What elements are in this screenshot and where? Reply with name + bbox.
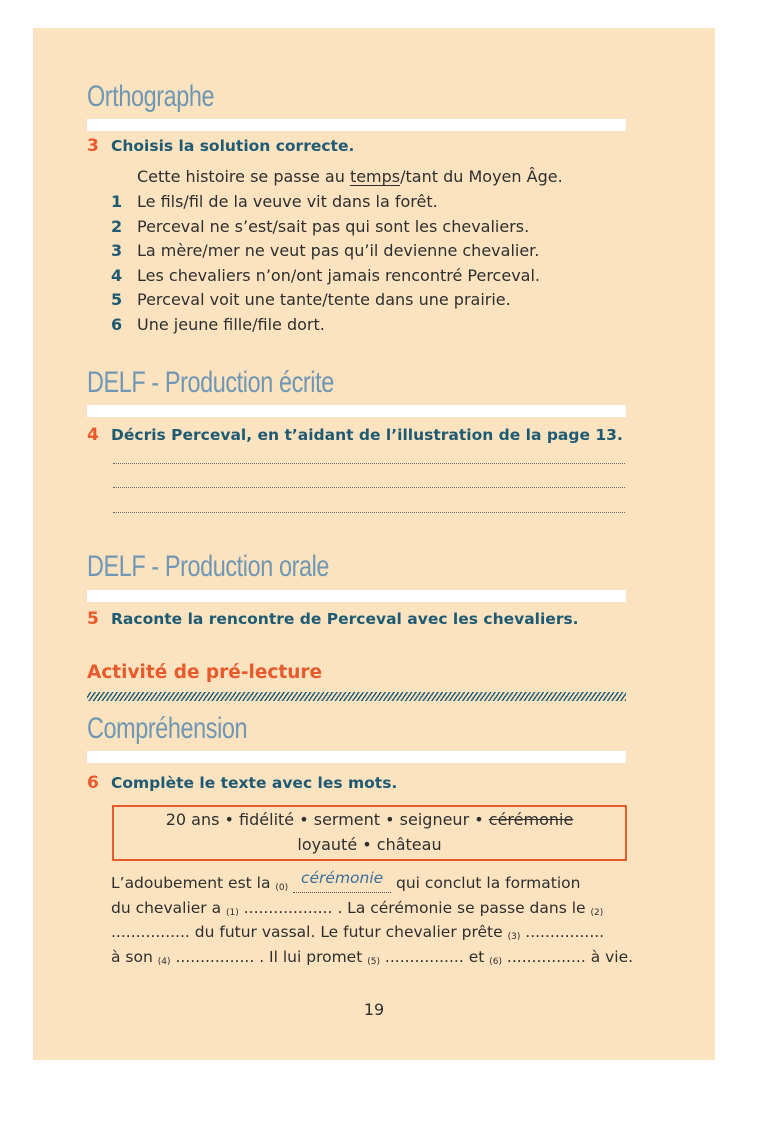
question-3 [87, 136, 354, 156]
example-answer: temps [349, 167, 401, 186]
list-item [111, 217, 631, 236]
example-text-after: /tant du Moyen Âge. [400, 167, 563, 186]
blank-index: (0) [275, 883, 289, 893]
blank-index: (2) [590, 908, 604, 918]
blank-5[interactable]: ................ [384, 948, 464, 966]
blank-index: (5) [367, 957, 380, 967]
item-text: Une jeune fille/file dort. [137, 315, 325, 334]
cloze-text: . La cérémonie se passe dans le [332, 899, 591, 917]
section-divider [87, 590, 626, 602]
question-prompt: Raconte la rencontre de Perceval avec les chevaliers. [111, 610, 579, 628]
answer-line[interactable] [113, 487, 625, 488]
item-text: Les chevaliers n’on/ont jamais rencontré Perceval. [137, 266, 540, 285]
blank-index: (6) [489, 957, 502, 967]
list-item [111, 266, 631, 285]
question-6 [87, 773, 397, 793]
example-text-before: Cette histoire se passe au [137, 167, 350, 186]
list-item [111, 290, 631, 309]
answer-line[interactable] [113, 463, 625, 464]
item-number: 2 [111, 217, 123, 236]
section-title-comprehension: Compréhension [87, 712, 248, 745]
blank-4[interactable]: ................ [175, 948, 255, 966]
section-divider [87, 119, 626, 131]
cloze-text: à vie. [585, 948, 634, 966]
cloze-text: et [463, 948, 490, 966]
page [33, 28, 715, 1060]
section-title-production-orale: DELF - Production orale [87, 550, 330, 583]
question-prompt: Complète le texte avec les mots. [111, 774, 398, 792]
section-title-orthographe: Orthographe [87, 80, 215, 113]
list-item [111, 315, 631, 334]
item-text: Le fils/fil de la veuve vit dans la forêt. [137, 192, 438, 211]
list-item [111, 192, 631, 211]
cloze-text: du chevalier a [111, 899, 227, 917]
question-4 [87, 425, 623, 445]
item-number: 6 [111, 315, 123, 334]
answer-line[interactable] [113, 512, 625, 513]
blank-1[interactable]: .................. [243, 899, 333, 917]
question-5 [87, 609, 579, 629]
list-item [111, 241, 631, 260]
prelecture-heading: Activité de pré-lecture [87, 662, 323, 683]
word-bank-line: loyauté • château [297, 835, 442, 854]
blank-2[interactable]: ................ [111, 923, 190, 941]
item-text: La mère/mer ne veut pas qu’il devienne chevalier. [137, 241, 540, 260]
question-number: 3 [87, 136, 99, 156]
item-number: 4 [111, 266, 123, 285]
section-divider [87, 405, 626, 417]
word-bank-words: 20 ans • fidélité • serment • seigneur • [165, 810, 489, 829]
cloze-text: L’adoubement est la [111, 874, 276, 892]
question-number: 5 [87, 609, 99, 629]
section-title-production-ecrite: DELF - Production écrite [87, 366, 334, 399]
word-bank-line [114, 807, 625, 832]
blank-6[interactable]: ................ [506, 948, 586, 966]
page-number: 19 [363, 1000, 385, 1019]
cloze-text: qui conclut la formation [391, 874, 581, 892]
word-bank-used-word: cérémonie [488, 810, 574, 829]
item-number: 3 [111, 241, 123, 260]
question-prompt: Décris Perceval, en t’aidant de l’illustration de la page 13. [111, 426, 623, 444]
item-text: Perceval ne s’est/sait pas qui sont les chevaliers. [137, 217, 530, 236]
question-prompt: Choisis la solution correcte. [111, 137, 355, 155]
blank-index: (3) [507, 932, 521, 942]
cloze-text: du futur vassal. Le futur chevalier prête [189, 923, 508, 941]
item-text: Perceval voit une tante/tente dans une prairie. [137, 290, 511, 309]
cloze-text: . Il lui promet [254, 948, 368, 966]
example-answer: cérémonie [300, 869, 384, 887]
word-bank [112, 805, 627, 861]
cloze-line-3 [111, 923, 604, 942]
blank-0[interactable] [293, 869, 391, 893]
blank-index: (1) [226, 908, 239, 918]
cloze-line-4 [111, 948, 633, 967]
cloze-line-2 [111, 899, 603, 918]
example-sentence [137, 167, 563, 186]
blank-index: (4) [157, 957, 171, 967]
section-divider [87, 751, 626, 763]
blank-3[interactable]: ................ [525, 923, 605, 941]
hatched-divider [87, 692, 626, 701]
question-number: 4 [87, 425, 99, 445]
item-number: 5 [111, 290, 123, 309]
question-number: 6 [87, 773, 99, 793]
cloze-text: à son [111, 948, 158, 966]
cloze-line-1 [111, 869, 581, 893]
item-number: 1 [111, 192, 123, 211]
